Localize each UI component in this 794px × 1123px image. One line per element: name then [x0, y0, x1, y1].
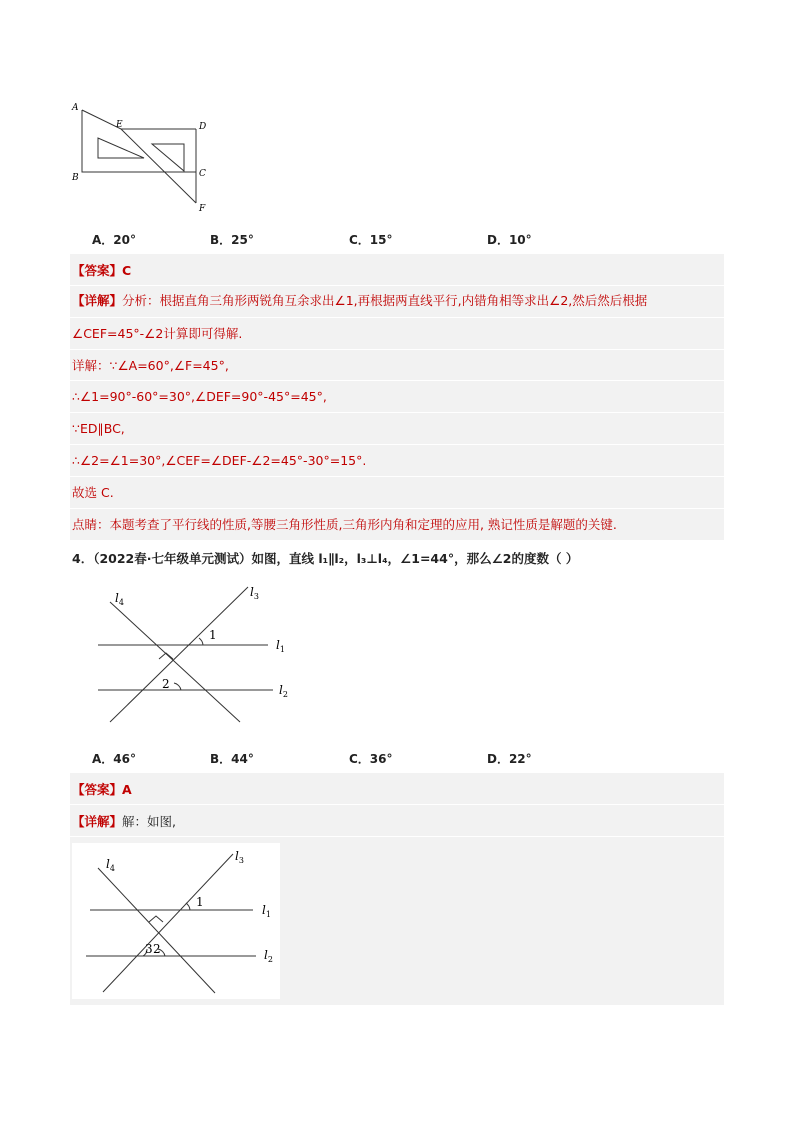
- q3-detail-line-3: 详解：∵∠A=60°,∠F=45°,: [72, 358, 229, 373]
- q4-angle-2: 2: [162, 677, 170, 691]
- q3-option-a: A．20°: [92, 233, 136, 247]
- q3-label-f: F: [199, 204, 206, 214]
- q3-label-b: B: [72, 173, 79, 183]
- q3-label-a: A: [72, 103, 79, 113]
- q3-answer-tag: 【答案】: [72, 263, 123, 278]
- q3-detail-line-6: ∴∠2=∠1=30°,∠CEF=∠DEF-∠2=45°-30°=15°.: [72, 453, 367, 468]
- q4-detail-tag: 【详解】: [72, 814, 123, 829]
- q4-sol-angle-1: 1: [196, 895, 204, 909]
- q4-label-l3: $l_3$: [250, 585, 259, 601]
- q4-answer-tag: 【答案】: [72, 782, 123, 797]
- q3-label-e: E: [116, 120, 123, 130]
- q3-detail-line-8: 点睛：本题考查了平行线的性质,等腰三角形性质,三角形内角和定理的应用, 熟记性质是解题的关键.: [72, 517, 617, 532]
- q4-answer-line: [72, 781, 132, 799]
- q4-detail-text: 解：如图,: [122, 814, 176, 829]
- q3-detail-line-4: ∴∠1=90°-60°=30°,∠DEF=90°-45°=45°,: [72, 389, 327, 404]
- q4-stem: 4．（2022春·七年级单元测试）如图，直线 l₁∥l₂，l₃⊥l₄，∠1=44°，那么∠2的度数（ ）: [72, 551, 579, 566]
- q4-sol-label-l3: $l_3$: [235, 849, 244, 865]
- q4-option-c: C．36°: [349, 752, 393, 766]
- q4-sol-angle-2: 2: [153, 942, 161, 956]
- q3-detail-line-7: 故选 C.: [72, 485, 114, 500]
- q4-solution-figure: [78, 848, 283, 998]
- q3-label-d: D: [199, 122, 207, 132]
- q4-angle-1: 1: [209, 628, 217, 642]
- q3-detail-line-1: [72, 292, 647, 310]
- q3-option-c: C．15°: [349, 233, 393, 247]
- q4-label-l2: $l_2$: [279, 683, 288, 699]
- q3-detail-tag: 【详解】: [72, 293, 123, 308]
- q4-sol-label-l1: $l_1$: [262, 903, 271, 919]
- q3-option-b: B．25°: [210, 233, 254, 247]
- q4-detail-line: [72, 813, 176, 831]
- q3-answer-line: [72, 262, 131, 280]
- q4-label-l4: $l_4$: [115, 591, 124, 607]
- q3-figure: [66, 98, 216, 218]
- q4-figure: [90, 582, 300, 727]
- q3-answer-value: C: [122, 263, 132, 278]
- q3-detail-line-5: ∵ED∥BC,: [72, 421, 125, 436]
- q4-answer-value: A: [122, 782, 132, 797]
- q4-sol-label-l2: $l_2$: [264, 948, 273, 964]
- q3-label-c: C: [199, 169, 206, 179]
- q4-option-d: D．22°: [487, 752, 532, 766]
- q3-option-d: D．10°: [487, 233, 532, 247]
- q4-label-l1: $l_1$: [276, 638, 285, 654]
- q4-sol-label-l4: $l_4$: [106, 857, 115, 873]
- q3-detail-text-1: 分析：根据直角三角形两锐角互余求出∠1,再根据两直线平行,内错角相等求出∠2,然后然后根据: [122, 293, 648, 308]
- q4-option-b: B．44°: [210, 752, 254, 766]
- q3-detail-line-2: ∠CEF=45°-∠2计算即可得解.: [72, 326, 243, 341]
- q4-sol-angle-3: 3: [145, 942, 153, 956]
- q4-option-a: A．46°: [92, 752, 136, 766]
